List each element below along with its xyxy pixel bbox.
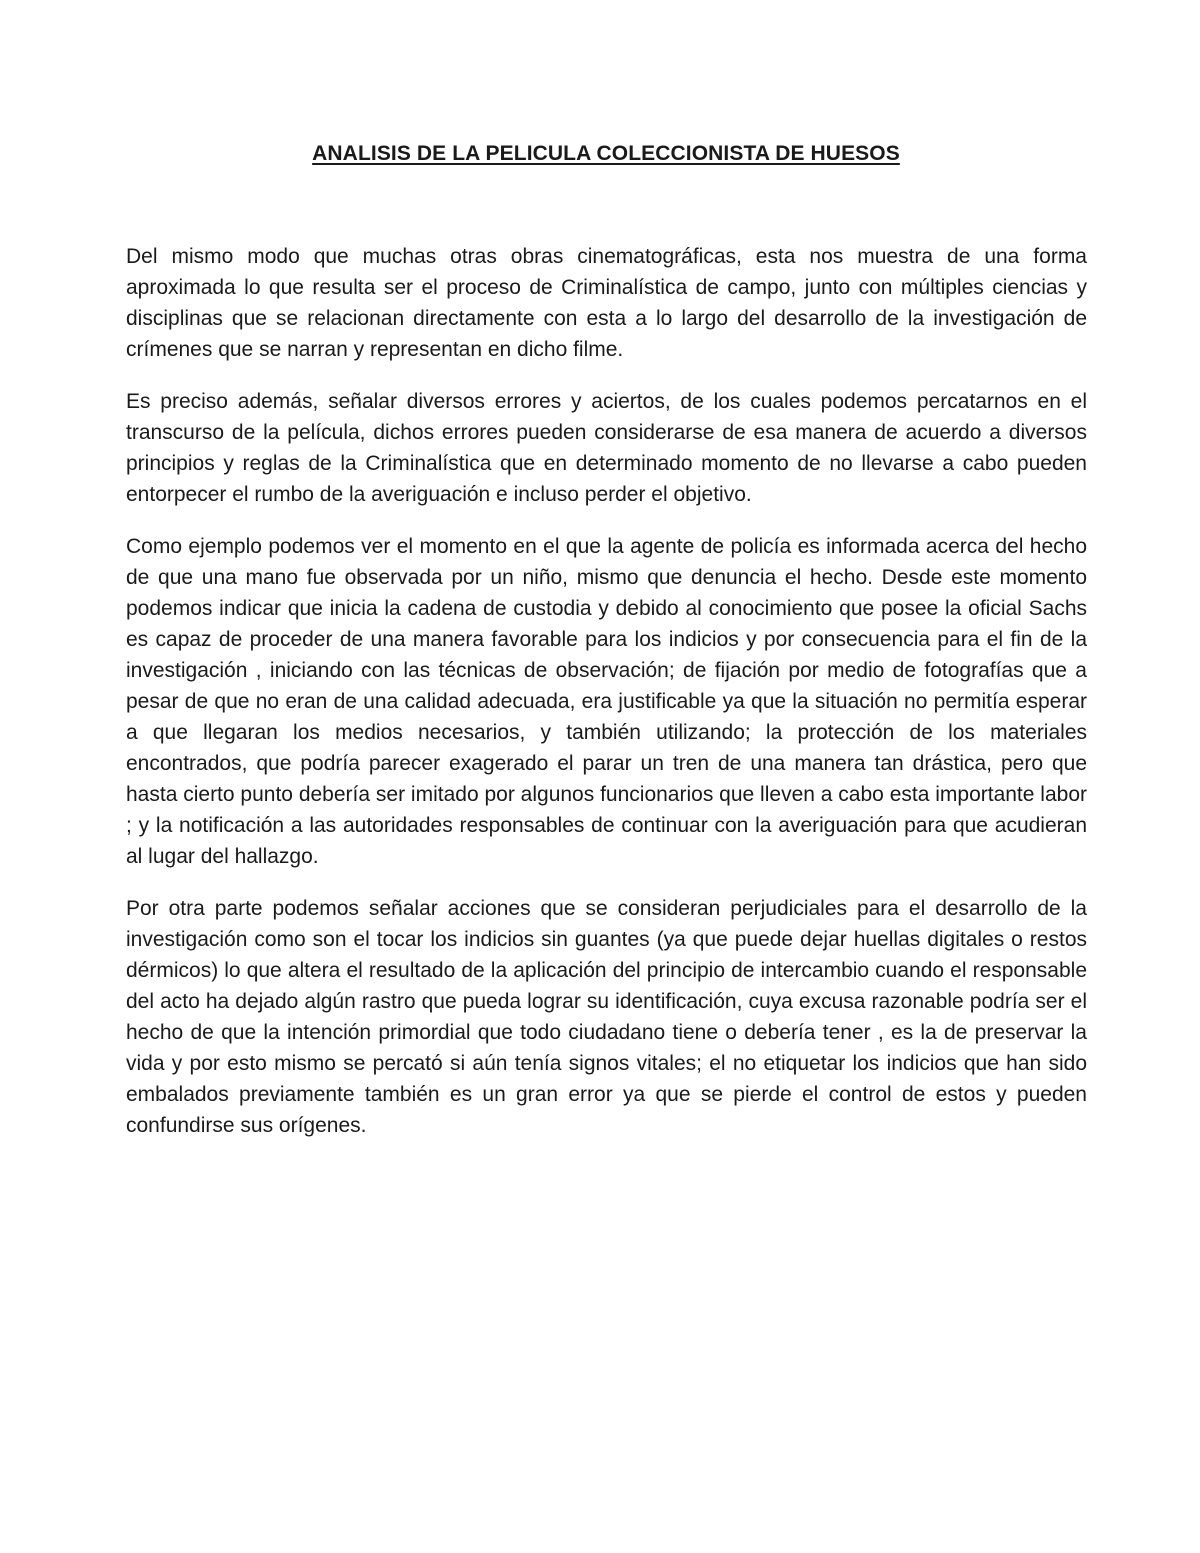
body-paragraph-4: Por otra parte podemos señalar acciones que se consideran perjudiciales para el desarrollo de la investigación como son el tocar los indicios sin guantes (ya que puede dejar huellas digitales o restos dérmicos) lo que altera el resultado de la aplicación del principio de intercambio cuando el responsable del acto ha dejado algún rastro que pueda lograr su identificación, cuya excusa razonable podría ser el hecho de que la intención primordial que todo ciudadano tiene o debería tener , es la de preservar la vida y por esto mismo se percató si aún tenía signos vitales; el no etiquetar los indicios que han sido embalados previamente también es un gran error ya que se pierde el control de estos y pueden confundirse sus orígenes. [126,897,1087,1137]
body-paragraph-2: Es preciso además, señalar diversos errores y aciertos, de los cuales podemos percatarnos en el transcurso de la película, dichos errores pueden considerarse de esa manera de acuerdo a diversos principios y reglas de la Criminalística que en determinado momento de no llevarse a cabo pueden entorpecer el rumbo de la averiguación e incluso perder el objetivo. [126,390,1087,506]
document-body [126,241,1087,1162]
body-paragraph-3: Como ejemplo podemos ver el momento en el que la agente de policía es informada acerca del hecho de que una mano fue observada por un niño, mismo que denuncia el hecho. Desde este momento podemos indicar que inicia la cadena de custodia y debido al conocimiento que posee la oficial Sachs es capaz de proceder de una manera favorable para los indicios y por consecuencia para el fin de la investigación , iniciando con las técnicas de observación; de fijación por medio de fotografías que a pesar de que no eran de una calidad adecuada, era justificable ya que la situación no permitía esperar a que llegaran los medios necesarios, y también utilizando; la protección de los materiales encontrados, que podría parecer exagerado el parar un tren de una manera tan drástica, pero que hasta cierto punto debería ser imitado por algunos funcionarios que lleven a cabo esta importante labor ; y la notificación a las autoridades responsables de continuar con la averiguación para que acudieran al lugar del hallazgo. [126,535,1087,868]
body-paragraph-1: Del mismo modo que muchas otras obras cinematográficas, esta nos muestra de una forma aproximada lo que resulta ser el proceso de Criminalística de campo, junto con múltiples ciencias y disciplinas que se relacionan directamente con esta a lo largo del desarrollo de la investigación de crímenes que se narran y representan en dicho filme. [126,245,1087,361]
document-title: ANALISIS DE LA PELICULA COLECCIONISTA DE HUESOS [312,142,900,165]
